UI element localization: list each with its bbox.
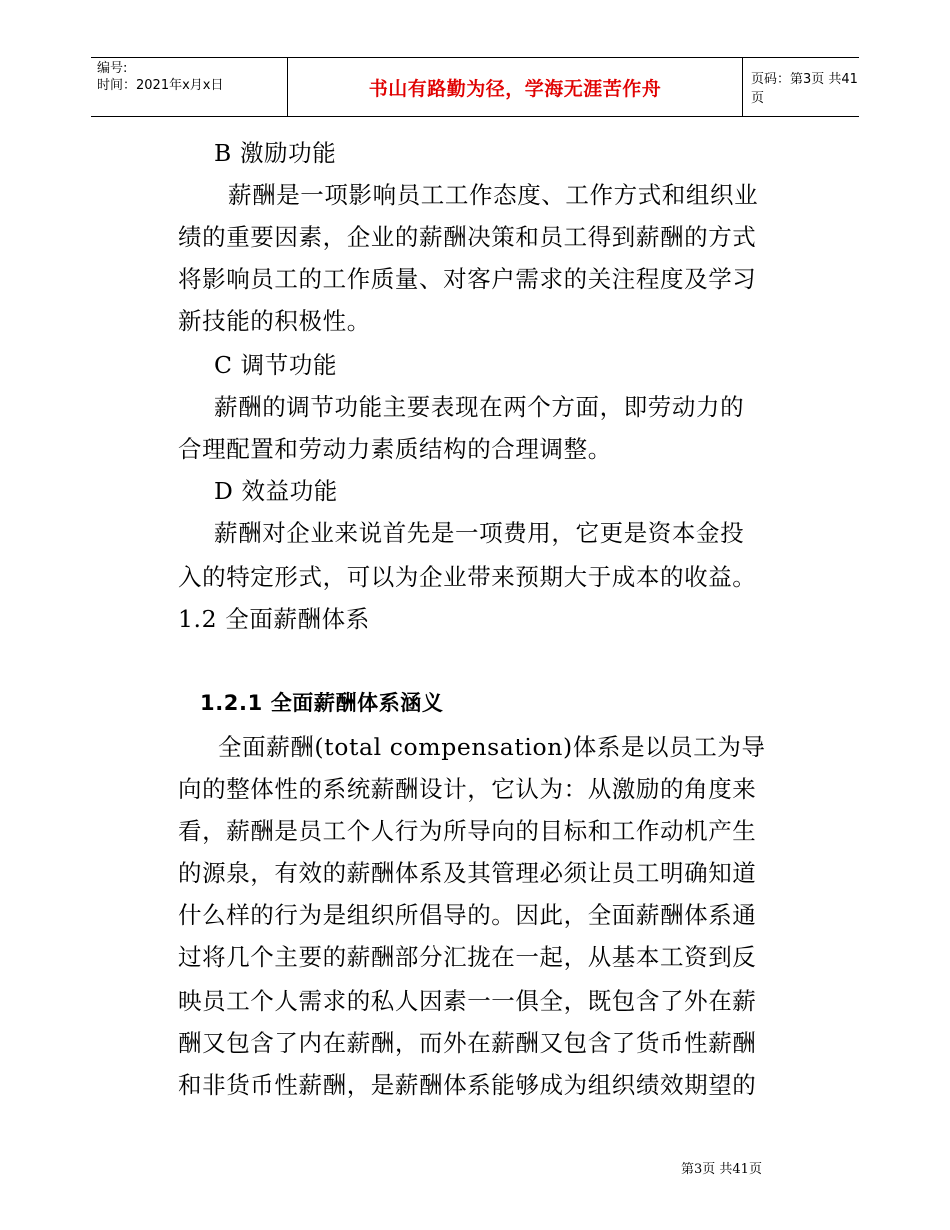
paragraph-line: 看，薪酬是员工个人行为所导向的目标和工作动机产生	[178, 817, 757, 845]
paragraph-line: 薪酬的调节功能主要表现在两个方面，即劳动力的	[214, 393, 745, 421]
heading-b: B 激励功能	[214, 139, 337, 167]
header-meta	[91, 58, 287, 116]
heading-d: D 效益功能	[214, 477, 338, 505]
paragraph-line: 新技能的积极性。	[178, 307, 371, 335]
paragraph-line: 将影响员工的工作质量、对客户需求的关注程度及学习	[178, 265, 757, 293]
paragraph-line: 酬又包含了内在薪酬，而外在薪酬又包含了货币性薪酬	[178, 1029, 757, 1057]
paragraph-line: 什么样的行为是组织所倡导的。因此，全面薪酬体系通	[178, 901, 757, 929]
subsection-heading: 1.2.1 全面薪酬体系涵义	[200, 691, 444, 715]
paragraph-line: 绩的重要因素，企业的薪酬决策和员工得到薪酬的方式	[178, 223, 757, 251]
header-motto: 书山有路勤为径，学海无涯苦作舟	[287, 58, 743, 116]
header-page-info: 页码：第3页 共41页	[751, 72, 858, 106]
paragraph-line: 薪酬对企业来说首先是一项费用，它更是资本金投	[214, 519, 745, 547]
paragraph-line: 入的特定形式，可以为企业带来预期大于成本的收益。	[178, 563, 757, 591]
paragraph-line: 映员工个人需求的私人因素一一俱全，既包含了外在薪	[178, 987, 757, 1015]
paragraph-line: 的源泉，有效的薪酬体系及其管理必须让员工明确知道	[178, 859, 757, 887]
paragraph-line: 和非货币性薪酬，是薪酬体系能够成为组织绩效期望的	[178, 1071, 757, 1099]
time-label: 时间：2021年x月x日	[97, 78, 224, 93]
paragraph-line: 过将几个主要的薪酬部分汇拢在一起，从基本工资到反	[178, 943, 757, 971]
page-header	[91, 57, 859, 117]
paragraph-line: 全面薪酬(total compensation)体系是以员工为导	[218, 733, 766, 761]
section-heading: 1.2 全面薪酬体系	[178, 605, 370, 633]
page-footer: 第3页 共41页	[681, 1162, 762, 1177]
paragraph-line: 向的整体性的系统薪酬设计，它认为：从激励的角度来	[178, 775, 757, 803]
number-label: 编号:	[97, 61, 128, 76]
paragraph-line: 合理配置和劳动力素质结构的合理调整。	[178, 435, 612, 463]
paragraph-line: 薪酬是一项影响员工工作态度、工作方式和组织业	[228, 181, 759, 209]
heading-c: C 调节功能	[214, 351, 338, 379]
